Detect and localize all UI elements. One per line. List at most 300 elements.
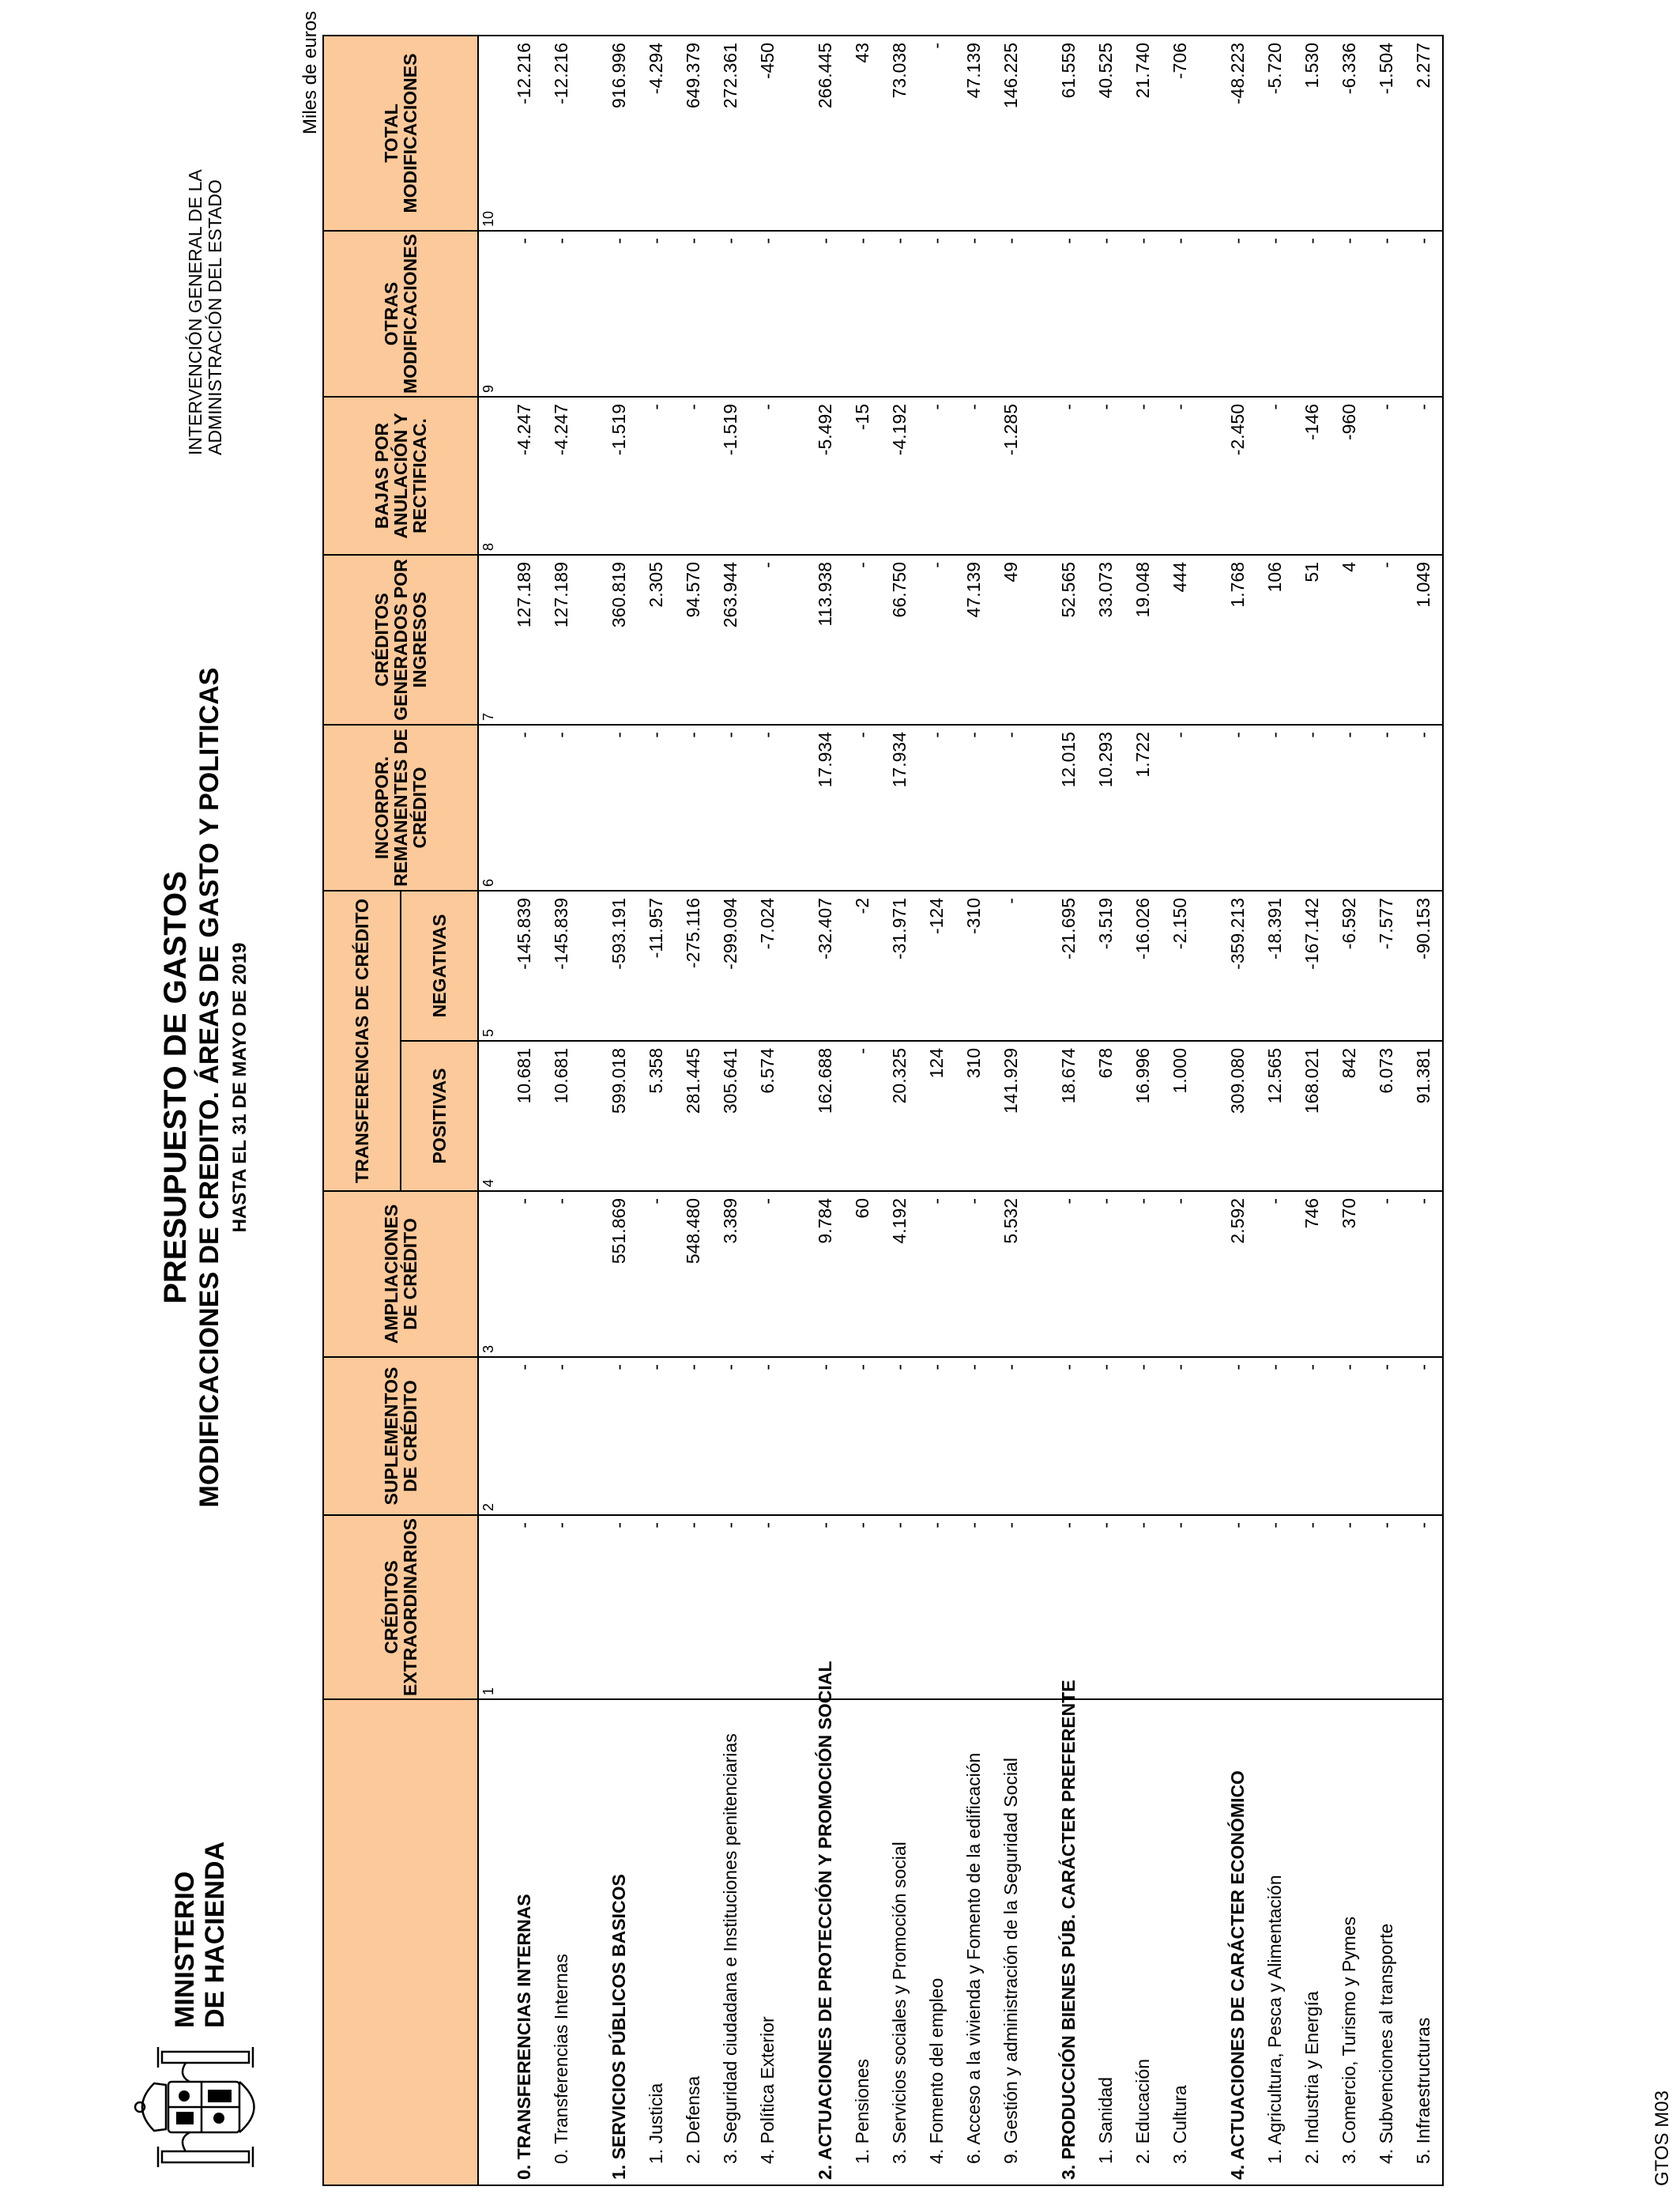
cell-col-4: 678 [1087,1041,1124,1191]
cell-col-3: - [1124,1191,1162,1357]
cell-col-8: - [1087,397,1124,555]
column-number: 9 [478,231,506,397]
cell-col-7: 33.073 [1087,555,1124,725]
col-header-positivas: POSITIVAS [401,1041,478,1191]
cell-col-5: -275.116 [675,891,712,1041]
cell-col-3: 5.532 [993,1191,1030,1357]
cell-col-2: - [918,1357,955,1515]
table-row [1256,36,1294,2185]
table-row [712,36,749,2185]
cell-col-7: 4 [1331,555,1368,725]
cell-col-4: 6.073 [1368,1041,1405,1191]
page-title: PRESUPUESTO DE GASTOS [158,871,193,1304]
cell-col-4: 168.021 [1294,1041,1331,1191]
cell-col-6: - [638,725,675,891]
spacer-cell [580,1699,601,2185]
col-header-ampliaciones: AMPLIACIONES DE CRÉDITO [323,1191,478,1357]
cell-col-10: -12.216 [543,36,580,231]
intervencion-line-1: INTERVENCIÓN GENERAL DE LA [185,169,205,455]
spacer-cell [1199,231,1219,397]
spacer-cell [1199,891,1219,1041]
cell-col-9: - [993,231,1030,397]
spacer-cell [1199,1191,1219,1357]
cell-col-6: 1.722 [1124,725,1162,891]
row-label: 3. Servicios sociales y Promoción social [881,1699,918,2185]
cell-col-7: 106 [1256,555,1294,725]
cell-col-7: 94.570 [675,555,712,725]
cell-col-8: -15 [844,397,881,555]
cell-col-1: - [675,1515,712,1699]
cell-col-5: -32.407 [807,891,844,1041]
cell-col-8: - [1368,397,1405,555]
cell-col-5: -6.592 [1331,891,1368,1041]
cell-col-8: -146 [1294,397,1331,555]
cell-col-9: - [638,231,675,397]
cell-col-1: - [1256,1515,1294,1699]
table-row-group [1050,36,1087,2185]
cell-col-1: - [601,1515,638,1699]
cell-col-6: 17.934 [881,725,918,891]
row-label: 1. Agricultura, Pesca y Alimentación [1256,1699,1294,2185]
cell-col-10: 916.996 [601,36,638,231]
spacer-cell [580,1515,601,1699]
cell-col-7: 52.565 [1050,555,1087,725]
spacer-cell [1030,397,1050,555]
cell-col-2: - [1368,1357,1405,1515]
table-row [1331,36,1368,2185]
units-label: Miles de euros [299,10,321,134]
cell-col-1: - [543,1515,580,1699]
cell-col-3: 3.389 [712,1191,749,1357]
cell-col-5: -7.024 [749,891,786,1041]
cell-col-10: 21.740 [1124,36,1162,231]
cell-col-5: -593.191 [601,891,638,1041]
spacer-cell [1199,1515,1219,1699]
cell-col-6: - [993,725,1030,891]
col-header-suplementos: SUPLEMENTOS DE CRÉDITO [323,1357,478,1515]
spacer-cell [1030,1191,1050,1357]
cell-col-8: - [955,397,993,555]
row-label: 0. TRANSFERENCIAS INTERNAS [506,1699,543,2185]
cell-col-8: -1.285 [993,397,1030,555]
cell-col-5: -2 [844,891,881,1041]
cell-col-9: - [1219,231,1256,397]
cell-col-5: -2.150 [1162,891,1199,1041]
cell-col-7: 47.139 [955,555,993,725]
cell-col-1: - [638,1515,675,1699]
cell-col-6: - [1368,725,1405,891]
cell-col-10: 61.559 [1050,36,1087,231]
cell-col-7: 51 [1294,555,1331,725]
cell-col-2: - [1294,1357,1331,1515]
cell-col-6: - [1162,725,1199,891]
cell-col-6: - [955,725,993,891]
cell-col-3: 60 [844,1191,881,1357]
cell-col-5: -7.577 [1368,891,1405,1041]
table-row [1294,36,1331,2185]
intervencion-line-2: ADMINISTRACIÓN DEL ESTADO [205,179,225,455]
cell-col-3: - [1368,1191,1405,1357]
cell-col-3: 2.592 [1219,1191,1256,1357]
cell-col-10: 272.361 [712,36,749,231]
cell-col-5: -31.971 [881,891,918,1041]
cell-col-9: - [506,231,543,397]
row-label: 1. Sanidad [1087,1699,1124,2185]
cell-col-1: - [918,1515,955,1699]
cell-col-1: - [712,1515,749,1699]
cell-col-6: 17.934 [807,725,844,891]
column-number: 1 [478,1515,506,1699]
spacer-cell [786,1041,807,1191]
cell-col-8: -5.492 [807,397,844,555]
cell-col-4: 6.574 [749,1041,786,1191]
spacer-row [580,36,601,2185]
cell-col-6: - [1331,725,1368,891]
cell-col-7: 19.048 [1124,555,1162,725]
table-row [749,36,786,2185]
cell-col-6: - [1294,725,1331,891]
modifications-table [322,35,1444,2186]
cell-col-6: - [844,725,881,891]
cell-col-9: - [543,231,580,397]
cell-col-9: - [749,231,786,397]
cell-col-7: - [1368,555,1405,725]
table-row [955,36,993,2185]
cell-col-6: - [543,725,580,891]
row-label: 2. Educación [1124,1699,1162,2185]
cell-col-10: -5.720 [1256,36,1294,231]
spacer-cell [1030,725,1050,891]
cell-col-1: - [1294,1515,1331,1699]
header-blank [323,1699,478,2185]
cell-col-4: 141.929 [993,1041,1030,1191]
cell-col-7: 49 [993,555,1030,725]
cell-col-8: - [1256,397,1294,555]
cell-col-2: - [749,1357,786,1515]
spacer-cell [1030,231,1050,397]
cell-col-9: - [1162,231,1199,397]
cell-col-4: 281.445 [675,1041,712,1191]
cell-col-5: -11.957 [638,891,675,1041]
cell-col-3: 370 [1331,1191,1368,1357]
table-row [918,36,955,2185]
cell-col-1: - [1162,1515,1199,1699]
cell-col-5: -310 [955,891,993,1041]
cell-col-7: 66.750 [881,555,918,725]
cell-col-9: - [1124,231,1162,397]
cell-col-2: - [1050,1357,1087,1515]
column-number: 3 [478,1191,506,1357]
footer-code: GTOS M03 [1652,2090,1673,2186]
cell-col-1: - [1124,1515,1162,1699]
col-header-bajas: BAJAS POR ANULACIÓN Y RECTIFICAC. [323,397,478,555]
cell-col-1: - [1331,1515,1368,1699]
column-number-blank [478,1699,506,2185]
cell-col-4: 91.381 [1405,1041,1443,1191]
cell-col-8: - [749,397,786,555]
table-row [543,36,580,2185]
spacer-cell [580,397,601,555]
cell-col-3: - [749,1191,786,1357]
col-header-incorpor-remanentes: INCORPOR. REMANENTES DE CRÉDITO [323,725,478,891]
cell-col-2: - [1124,1357,1162,1515]
cell-col-5: -145.839 [506,891,543,1041]
cell-col-7: - [844,555,881,725]
cell-col-1: - [955,1515,993,1699]
col-header-creditos-generados: CRÉDITOS GENERADOS POR INGRESOS [323,555,478,725]
cell-col-4: 12.565 [1256,1041,1294,1191]
cell-col-1: - [807,1515,844,1699]
ministry-line-2: DE HACIENDA [200,1841,230,2028]
cell-col-10: 40.525 [1087,36,1124,231]
spacer-row [1030,36,1050,2185]
cell-col-5: -359.213 [1219,891,1256,1041]
cell-col-4: 305.641 [712,1041,749,1191]
spacer-cell [786,1357,807,1515]
cell-col-2: - [807,1357,844,1515]
spacer-cell [1030,1699,1050,2185]
cell-col-2: - [506,1357,543,1515]
column-number: 2 [478,1357,506,1515]
row-label: 3. PRODUCCIÓN BIENES PÚB. CARÁCTER PREFERENTE [1050,1699,1087,2185]
cell-col-3: 548.480 [675,1191,712,1357]
cell-col-6: 12.015 [1050,725,1087,891]
table-row [993,36,1030,2185]
column-number: 6 [478,725,506,891]
cell-col-10: -48.223 [1219,36,1256,231]
cell-col-9: - [1331,231,1368,397]
spacer-cell [1030,1515,1050,1699]
cell-col-4: 5.358 [638,1041,675,1191]
ministry-line-1: MINISTERIO [170,1871,200,2028]
cell-col-2: - [712,1357,749,1515]
spacer-cell [786,397,807,555]
ministry-name [170,1842,230,2028]
cell-col-3: - [1405,1191,1443,1357]
cell-col-5: -124 [918,891,955,1041]
cell-col-2: - [1331,1357,1368,1515]
cell-col-10: -450 [749,36,786,231]
cell-col-3: 551.869 [601,1191,638,1357]
row-label: 2. Industria y Energía [1294,1699,1331,2185]
row-label: 1. Pensiones [844,1699,881,2185]
cell-col-10: 2.277 [1405,36,1443,231]
cell-col-3: - [1087,1191,1124,1357]
cell-col-4: 18.674 [1050,1041,1087,1191]
table-row [844,36,881,2185]
spacer-cell [786,1515,807,1699]
cell-col-2: - [1219,1357,1256,1515]
spacer-cell [580,231,601,397]
table-row-group [601,36,638,2185]
spacer-cell [1199,1357,1219,1515]
cell-col-9: - [881,231,918,397]
cell-col-8: -960 [1331,397,1368,555]
spacer-cell [786,231,807,397]
cell-col-7: 113.938 [807,555,844,725]
cell-col-2: - [881,1357,918,1515]
cell-col-3: - [1162,1191,1199,1357]
table-row-group [1219,36,1256,2185]
cell-col-5: -299.094 [712,891,749,1041]
cell-col-3: - [1256,1191,1294,1357]
spacer-cell [1199,555,1219,725]
cell-col-9: - [1050,231,1087,397]
cell-col-4: 310 [955,1041,993,1191]
spacer-cell [1030,555,1050,725]
cell-col-9: - [1294,231,1331,397]
cell-col-6: - [506,725,543,891]
cell-col-9: - [712,231,749,397]
cell-col-8: - [638,397,675,555]
row-label: 4. Fomento del empleo [918,1699,955,2185]
cell-col-1: - [1405,1515,1443,1699]
cell-col-10: 1.530 [1294,36,1331,231]
cell-col-8: -1.519 [601,397,638,555]
cell-col-7: 263.944 [712,555,749,725]
spacer-cell [1030,36,1050,231]
cell-col-6: - [675,725,712,891]
row-label: 0. Transferencias Internas [543,1699,580,2185]
col-header-total: TOTAL MODIFICACIONES [323,36,478,231]
spacer-cell [580,36,601,231]
spacer-cell [1030,1357,1050,1515]
cell-col-9: - [1405,231,1443,397]
cell-col-2: - [993,1357,1030,1515]
cell-col-8: - [1405,397,1443,555]
row-label: 4. ACTUACIONES DE CARÁCTER ECONÓMICO [1219,1699,1256,2185]
table-row [638,36,675,2185]
table-row [1405,36,1443,2185]
cell-col-3: - [918,1191,955,1357]
column-number: 5 [478,891,506,1041]
cell-col-7: 127.189 [506,555,543,725]
cell-col-8: - [675,397,712,555]
cell-col-4: 1.000 [1162,1041,1199,1191]
cell-col-6: - [749,725,786,891]
cell-col-10: -1.504 [1368,36,1405,231]
cell-col-8: -1.519 [712,397,749,555]
spacer-cell [1199,1041,1219,1191]
cell-col-5: -145.839 [543,891,580,1041]
row-label: 4. Política Exterior [749,1699,786,2185]
cell-col-5: - [993,891,1030,1041]
cell-col-9: - [918,231,955,397]
cell-col-9: - [675,231,712,397]
cell-col-10: -4.294 [638,36,675,231]
cell-col-8: -4.247 [506,397,543,555]
cell-col-4: 162.688 [807,1041,844,1191]
cell-col-1: - [1219,1515,1256,1699]
column-number: 10 [478,36,506,231]
cell-col-1: - [749,1515,786,1699]
cell-col-4: 10.681 [543,1041,580,1191]
cell-col-10: - [918,36,955,231]
cell-col-2: - [844,1357,881,1515]
cell-col-3: - [955,1191,993,1357]
spacer-cell [580,1041,601,1191]
cell-col-9: - [844,231,881,397]
cell-col-8: - [1162,397,1199,555]
spacer-cell [1030,1041,1050,1191]
cell-col-3: - [1050,1191,1087,1357]
coat-of-arms-icon [122,2036,281,2178]
row-label: 6. Acceso a la vivienda y Fomento de la edificación [955,1699,993,2185]
page-subtitle: MODIFICACIONES DE CREDITO. ÁREAS DE GASTO Y POLITICAS [194,667,224,1508]
cell-col-10: 73.038 [881,36,918,231]
column-number: 7 [478,555,506,725]
cell-col-5: -90.153 [1405,891,1443,1041]
cell-col-6: - [601,725,638,891]
cell-col-4: 10.681 [506,1041,543,1191]
spacer-cell [786,1191,807,1357]
table-row [1368,36,1405,2185]
table-row-group [506,36,543,2185]
cell-col-4: 20.325 [881,1041,918,1191]
row-label: 9. Gestión y administración de la Seguridad Social [993,1699,1030,2185]
spacer-row [1199,36,1219,2185]
cell-col-1: - [1087,1515,1124,1699]
cell-col-8: -2.450 [1219,397,1256,555]
cell-col-9: - [1087,231,1124,397]
cell-col-10: 266.445 [807,36,844,231]
table-row [675,36,712,2185]
cell-col-5: -167.142 [1294,891,1331,1041]
table-row-group [807,36,844,2185]
row-label: 2. Defensa [675,1699,712,2185]
cell-col-4: 16.996 [1124,1041,1162,1191]
cell-col-6: - [712,725,749,891]
cell-col-6: - [1219,725,1256,891]
cell-col-2: - [1087,1357,1124,1515]
cell-col-8: - [1124,397,1162,555]
row-label: 3. Cultura [1162,1699,1199,2185]
spacer-cell [580,1357,601,1515]
cell-col-7: 127.189 [543,555,580,725]
cell-col-5: -18.391 [1256,891,1294,1041]
cell-col-2: - [1256,1357,1294,1515]
spacer-cell [786,725,807,891]
cell-col-9: - [1368,231,1405,397]
cell-col-2: - [638,1357,675,1515]
cell-col-1: - [1050,1515,1087,1699]
cell-col-1: - [506,1515,543,1699]
table-row [1087,36,1124,2185]
row-label: 1. Justicia [638,1699,675,2185]
cell-col-1: - [993,1515,1030,1699]
cell-col-3: 746 [1294,1191,1331,1357]
cell-col-2: - [1405,1357,1443,1515]
spacer-cell [580,891,601,1041]
cell-col-8: -4.247 [543,397,580,555]
spacer-cell [1030,891,1050,1041]
cell-col-5: -21.695 [1050,891,1087,1041]
cell-col-2: - [1162,1357,1199,1515]
col-header-otras: OTRAS MODIFICACIONES [323,231,478,397]
table-row [1162,36,1199,2185]
row-label: 3. Comercio, Turismo y Pymes [1331,1699,1368,2185]
cell-col-10: 47.139 [955,36,993,231]
cell-col-10: 146.225 [993,36,1030,231]
cell-col-6: - [918,725,955,891]
table-row [881,36,918,2185]
cell-col-3: - [506,1191,543,1357]
cell-col-7: 1.768 [1219,555,1256,725]
column-number: 8 [478,397,506,555]
spacer-cell [1199,1699,1219,2185]
cell-col-9: - [955,231,993,397]
cell-col-2: - [543,1357,580,1515]
